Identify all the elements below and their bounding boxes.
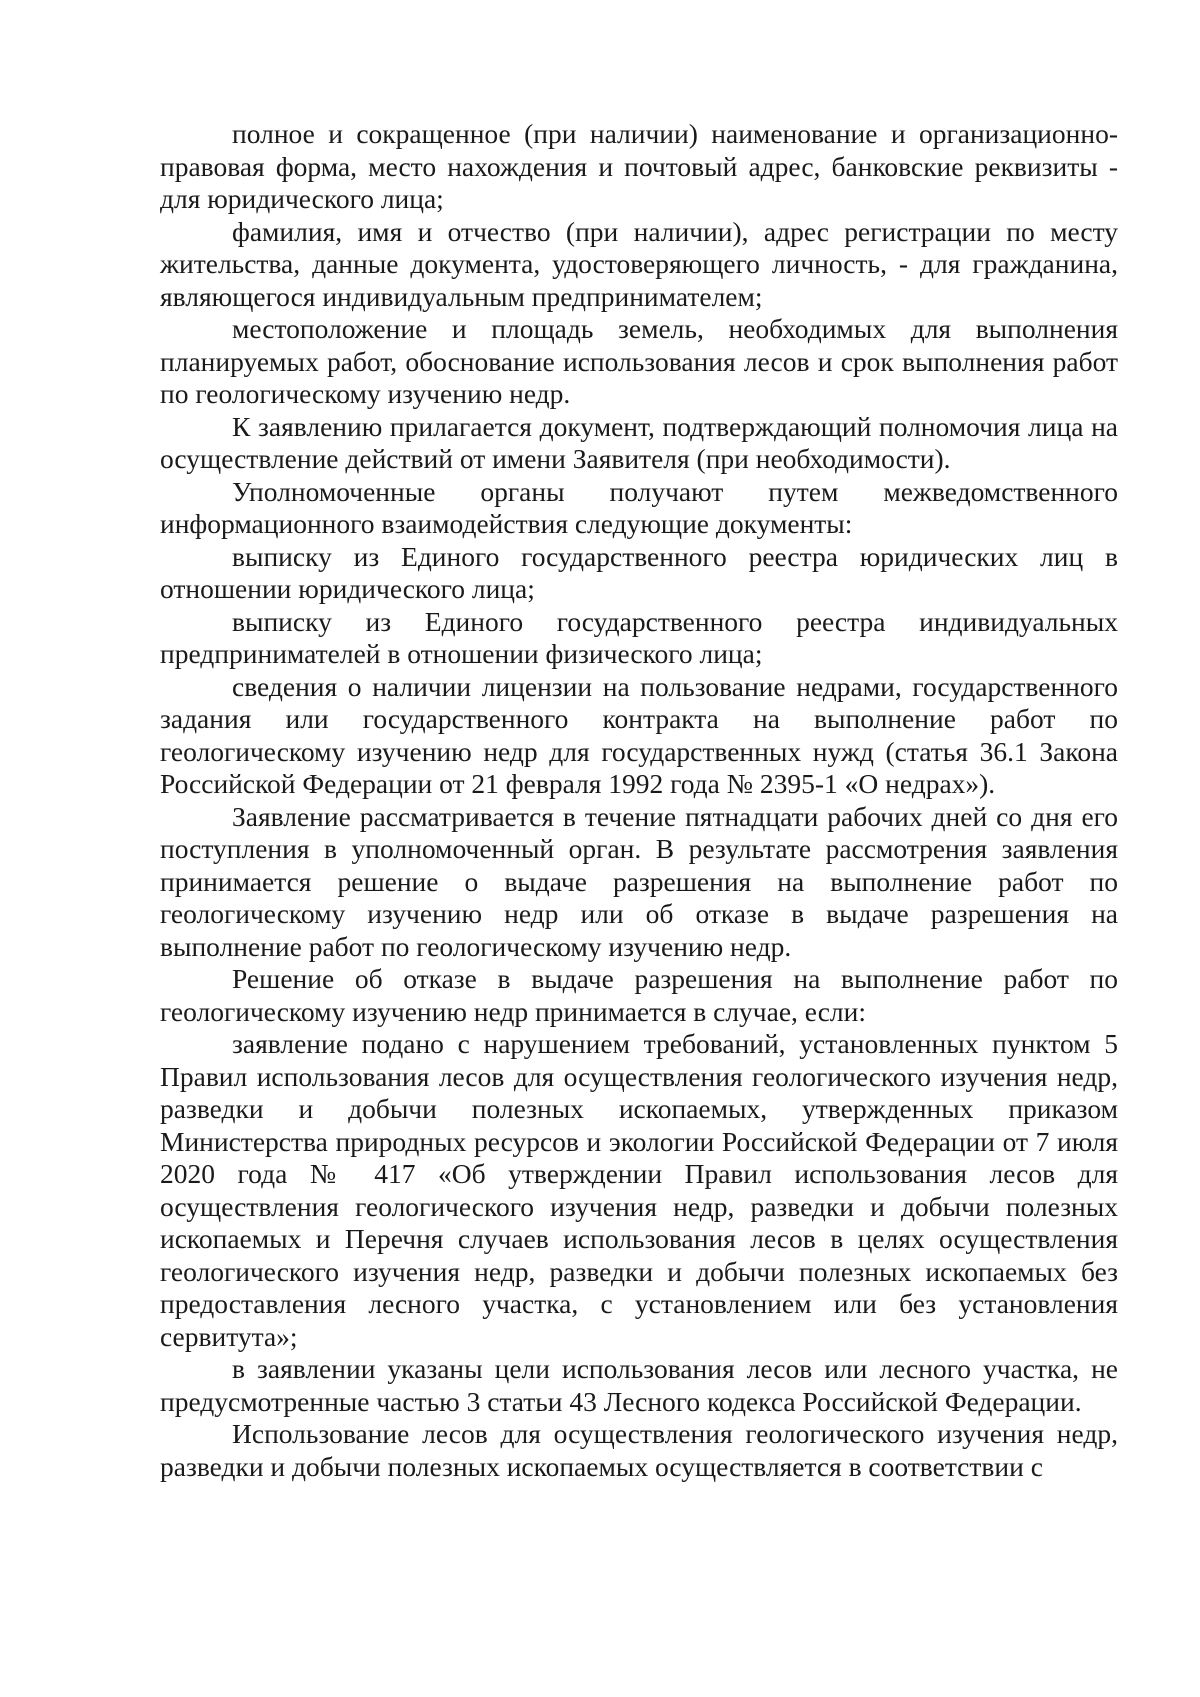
document-page [160, 118, 1118, 1483]
paragraph: заявление подано с нарушением требований, установленных пунктом 5 Правил использования лесов для осуществления геологического изучения недр, разведки и добычи полезных ископаемых, утвержденных приказом Министерства природных ресурсов и экологии Российской Федерации от 7 июля 2020 года № 417 «Об утверждении Правил использования лесов для осуществления геологического изучения недр, разведки и добычи полезных ископаемых и Перечня случаев использования лесов в целях осуществления геологического изучения недр, разведки и добычи полезных ископаемых без предоставления лесного участка, с установлением или без установления сервитута»; [160, 1028, 1118, 1352]
paragraph: выписку из Единого государственного реестра индивидуальных предпринимателей в отношении физического лица; [160, 605, 1118, 669]
paragraph: в заявлении указаны цели использования лесов или лесного участка, не предусмотренные частью 3 статьи 43 Лесного кодекса Российской Федерации. [160, 1353, 1118, 1417]
paragraph: выписку из Единого государственного реестра юридических лиц в отношении юридического лица; [160, 540, 1118, 604]
paragraph: Решение об отказе в выдаче разрешения на выполнение работ по геологическому изучению недр принимается в случае, если: [160, 963, 1118, 1027]
paragraph: Заявление рассматривается в течение пятнадцати рабочих дней со дня его поступления в уполномоченный орган. В результате рассмотрения заявления принимается решение о выдаче разрешения на выполнение работ по геологическому изучению недр или об отказе в выдаче разрешения на выполнение работ по геологическому изучению недр. [160, 800, 1118, 962]
paragraph: К заявлению прилагается документ, подтверждающий полномочия лица на осуществление действий от имени Заявителя (при необходимости). [160, 410, 1118, 474]
paragraph: Уполномоченные органы получают путем межведомственного информационного взаимодействия следующие документы: [160, 475, 1118, 539]
paragraph: Использование лесов для осуществления геологического изучения недр, разведки и добычи полезных ископаемых осуществляется в соответствии с [160, 1418, 1118, 1482]
paragraph: фамилия, имя и отчество (при наличии), адрес регистрации по месту жительства, данные документа, удостоверяющего личность, - для гражданина, являющегося индивидуальным предпринимателем; [160, 215, 1118, 312]
paragraph: местоположение и площадь земель, необходимых для выполнения планируемых работ, обоснование использования лесов и срок выполнения работ по геологическому изучению недр. [160, 313, 1118, 409]
paragraph: полное и сокращенное (при наличии) наименование и организационно-правовая форма, место нахождения и почтовый адрес, банковские реквизиты - для юридического лица; [160, 118, 1118, 214]
paragraph: сведения о наличии лицензии на пользование недрами, государственного задания или государственного контракта на выполнение работ по геологическому изучению недр для государственных нужд (статья 36.1 Закона Российской Федерации от 21 февраля 1992 года № 2395-1 «О недрах»). [160, 670, 1118, 799]
